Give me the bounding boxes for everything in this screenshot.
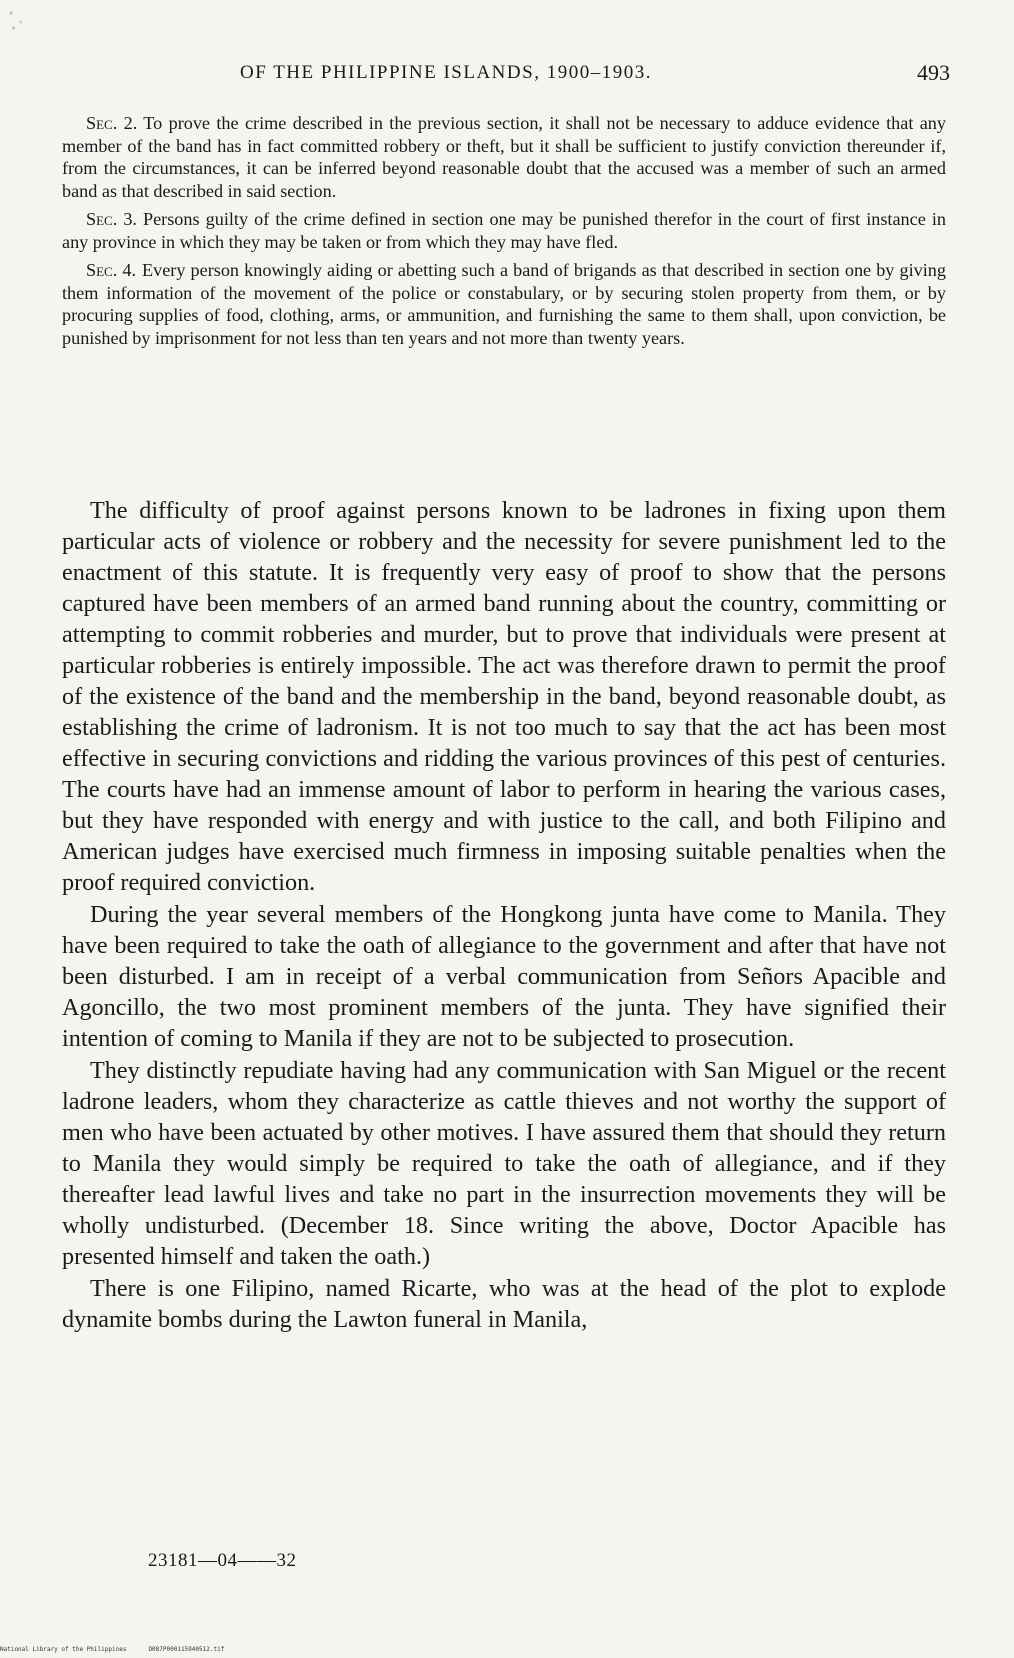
section-4-text: Every person knowingly aiding or abetting such a band of brigands as that described in section one by giving them information of the movement of the police or constabulary, or by securing stolen property from them, or by procuring supplies of food, clothing, arms, or ammunition, and furnishing the same to them shall, upon conviction, be punished by imprisonment for not less than ten years and not more than twenty years. [62, 260, 946, 348]
paragraph-junta: During the year several members of the Hongkong junta have come to Manila. They have been required to take the oath of allegiance to the government and after that have not been disturbed. I am in receipt of a verbal communication from Señors Apacible and Agoncillo, the two most prominent members of the junta. They have signified their intention of coming to Manila if they are not to be subjected to prosecution. [62, 901, 946, 1052]
section-3-label: Sec. 3. [86, 209, 137, 229]
section-2 [62, 112, 946, 202]
page-header [240, 62, 950, 92]
footer-library: National Library of the Philippines [0, 1646, 127, 1653]
scan-artifact [4, 4, 28, 34]
running-title: OF THE PHILIPPINE ISLANDS, 1900–1903. [240, 62, 652, 83]
paragraph-ricarte: There is one Filipino, named Ricarte, who was at the head of the plot to explode dynamite bombs during the Lawton funeral in Manila, [62, 1275, 946, 1333]
section-3 [62, 208, 946, 253]
section-3-text: Persons guilty of the crime defined in section one may be punished therefor in the court of first instance in any province in which they may be taken or from which they may have fled. [62, 209, 946, 252]
page-number: 493 [917, 60, 950, 85]
report-body [62, 495, 946, 1336]
paragraph-ladronism: The difficulty of proof against persons known to be ladrones in fixing upon them particular acts of violence or robbery and the necessity for severe punishment led to the enactment of this statute. It is frequently very easy of proof to show that the persons captured have been members of an armed band running about the country, committing or attempting to commit robberies and murder, but to prove that individuals were present at particular robberies is entirely impossible. The act was therefore drawn to permit the proof of the existence of the band and the membership in the band, beyond reasonable doubt, as establishing the crime of ladronism. It is not too much to say that the act has been most effective in securing convictions and ridding the various provinces of this pest of centuries. The courts have had an immense amount of labor to perform in hearing the various cases, but they have responded with energy and with justice to the call, and both Filipino and American judges have exercised much firmness in imposing suitable penalties when the proof required conviction. [62, 497, 946, 896]
scan-footer [0, 1646, 400, 1654]
statute-text [62, 112, 946, 355]
section-4-label: Sec. 4. [86, 260, 137, 280]
footer-file: D087P000115940512.tif [148, 1646, 225, 1653]
section-2-label: Sec. 2. [86, 113, 138, 133]
paragraph-repudiation: They distinctly repudiate having had any communication with San Miguel or the recent ladrone leaders, whom they characterize as cattle thieves and not worthy the support of men who have been actuated by other motives. I have assured them that should they return to Manila they would simply be required to take the oath of allegiance, and if they thereafter lead lawful lives and take no part in the insurrection movements they will be wholly undisturbed. (December 18. Since writing the above, Doctor Apacible has presented himself and taken the oath.) [62, 1057, 946, 1270]
printer-signature: 23181—04——32 [148, 1550, 297, 1571]
section-2-text: To prove the crime described in the previous section, it shall not be necessary to adduce evidence that any member of the band has in fact committed robbery or theft, but it shall be sufficient to justify conviction thereunder if, from the circumstances, it can be inferred beyond reasonable doubt that the accused was a member of such an armed band as that described in said section. [62, 113, 946, 201]
section-4 [62, 259, 946, 349]
